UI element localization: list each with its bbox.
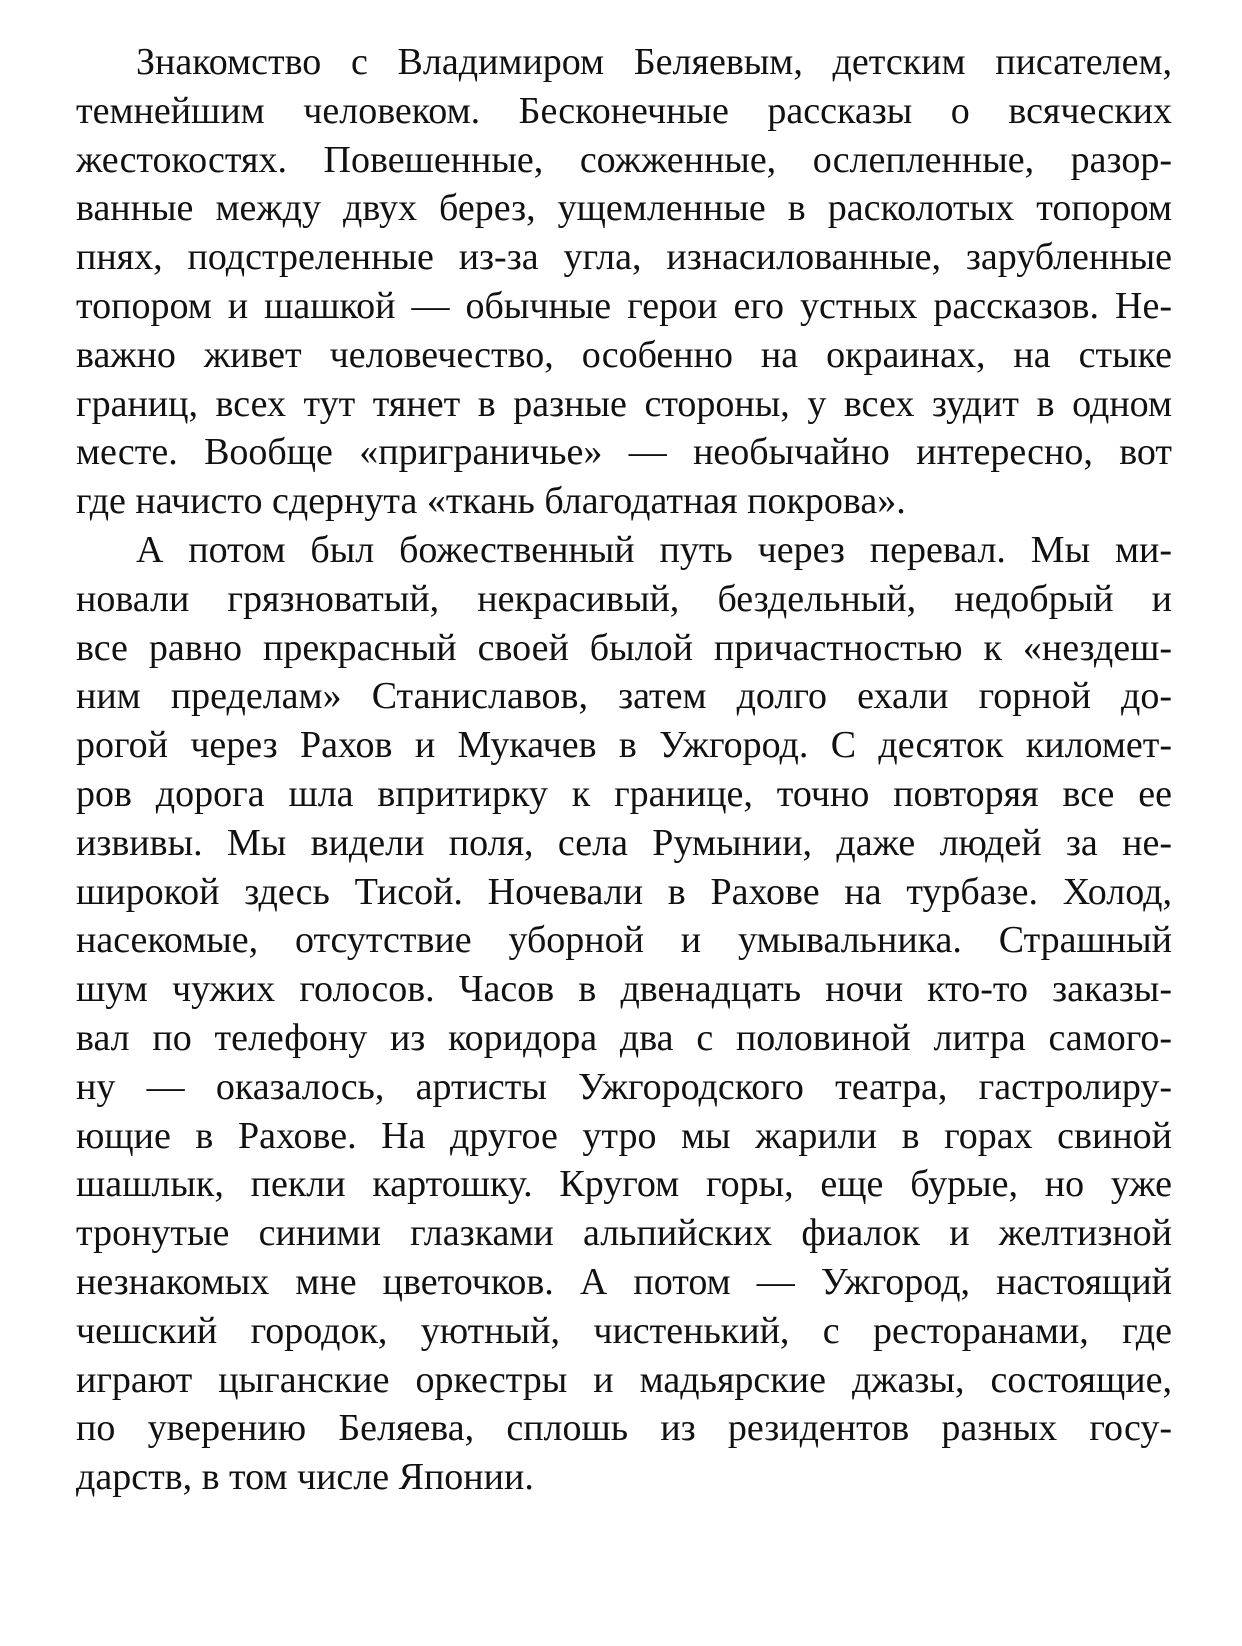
text-line: темнейшим человеком. Бесконечные рассказы о всяческих: [76, 89, 1172, 132]
text-line: жестокостях. Повешенные, сожженные, ослепленные, разор-: [76, 138, 1172, 181]
text-line: насекомые, отсутствие уборной и умывальника. Страшный: [76, 919, 1172, 962]
text-line: ним пределам» Станиславов, затем долго ехали горной до-: [76, 675, 1172, 718]
text-line: широкой здесь Тисой. Ночевали в Рахове на турбазе. Холод,: [76, 870, 1172, 913]
paragraph-1: [76, 38, 1172, 526]
text-line: новали грязноватый, некрасивый, бездельный, недобрый и: [76, 577, 1172, 620]
text-line: извивы. Мы видели поля, села Румынии, даже людей за не-: [76, 821, 1172, 864]
text-line: А потом был божественный путь через перевал. Мы ми-: [136, 528, 1172, 571]
text-line: рогой через Рахов и Мукачев в Ужгород. С десяток километ-: [76, 724, 1172, 767]
text-line: ну — оказалось, артисты Ужгородского театра, гастролиру-: [76, 1065, 1172, 1108]
text-line: ров дорога шла впритирку к границе, точно повторяя все ее: [76, 772, 1172, 815]
text-line: все равно прекрасный своей былой причастностью к «нездеш-: [76, 626, 1172, 669]
paragraph-2: [76, 526, 1172, 1502]
text-line: чешский городок, уютный, чистенький, с ресторанами, где: [76, 1309, 1172, 1352]
text-line: дарств, в том числе Японии.: [76, 1456, 534, 1499]
text-line: пнях, подстреленные из-за угла, изнасилованные, зарубленные: [76, 236, 1172, 279]
document-page: [76, 38, 1172, 1502]
text-line: ющие в Рахове. На другое утро мы жарили в горах свиной: [76, 1114, 1172, 1157]
text-line: Знакомство с Владимиром Беляевым, детским писателем,: [136, 41, 1172, 83]
text-line: шум чужих голосов. Часов в двенадцать ночи кто-то заказы-: [76, 968, 1172, 1011]
text-line: по уверению Беляева, сплошь из резидентов разных госу-: [76, 1407, 1172, 1450]
text-line: шашлык, пекли картошку. Кругом горы, еще бурые, но уже: [76, 1163, 1172, 1206]
text-line: играют цыганские оркестры и мадьярские джазы, состоящие,: [76, 1358, 1172, 1401]
text-line: важно живет человечество, особенно на окраинах, на стыке: [76, 333, 1172, 376]
text-line: незнакомых мне цветочков. А потом — Ужгород, настоящий: [76, 1260, 1172, 1303]
text-line: ванные между двух берез, ущемленные в расколотых топором: [76, 187, 1172, 230]
text-line: вал по телефону из коридора два с половиной литра самого-: [76, 1016, 1172, 1059]
text-line: топором и шашкой — обычные герои его устных рассказов. Не-: [76, 284, 1172, 327]
text-line: месте. Вообще «приграничье» — необычайно интересно, вот: [76, 431, 1172, 474]
text-line: где начисто сдернута «ткань благодатная покрова».: [76, 480, 906, 523]
text-line: тронутые синими глазками альпийских фиалок и желтизной: [76, 1212, 1172, 1255]
text-line: границ, всех тут тянет в разные стороны, у всех зудит в одном: [76, 382, 1172, 425]
